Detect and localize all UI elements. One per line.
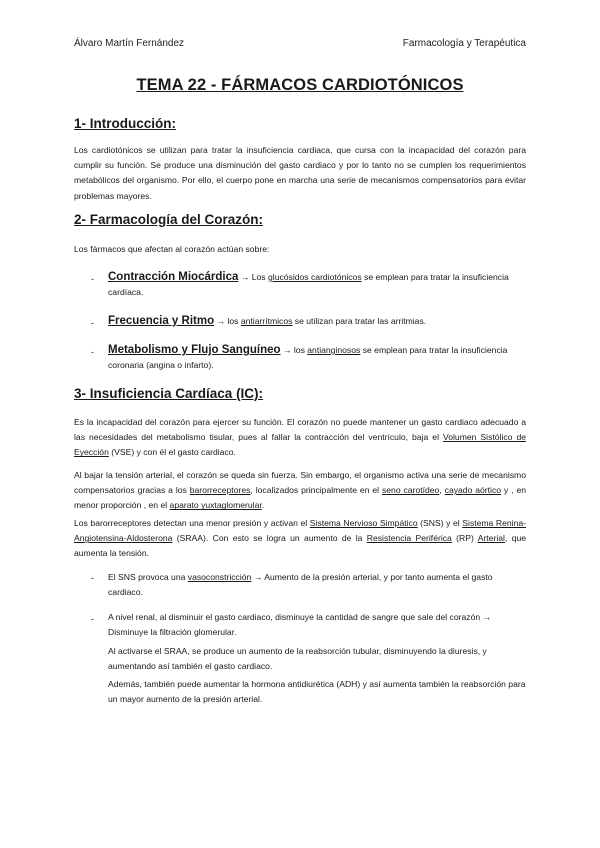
header-author: Álvaro Martín Fernández [74, 38, 185, 49]
drug-class-link: antiarrítmicos [240, 316, 293, 326]
section-2-heading: 2- Farmacología del Corazón: [74, 212, 264, 227]
section-3-paragraph-3: Los barorreceptores detectan una menor presión y activan el Sistema Nervioso Simpático (SNS) y el Sistema Renina-Angiotensina-Aldosterona (SRAA). Con esto se logra un aumento de la Resistencia Periférica (RP) Arterial, que aumenta la tensión. [74, 518, 527, 559]
bullet-marker: - [91, 573, 94, 583]
section-3-paragraph-1: Es la incapacidad del corazón para ejercer su función. El corazón no puede mantener un gasto cardiaco adecuado a las necesidades del metabolismo tisular, pues al fallar la contracción del ventrículo, baja el Volumen Sistólico de Eyección (VSE) y con él el gasto cardiaco. [74, 417, 526, 458]
bullet-marker: - [91, 614, 94, 624]
sub-paragraph-2: Además, también puede aumentar la hormona antidiurética (ADH) y así aumenta también la reabsorción para un mayor aumento de la presión arterial. [108, 679, 526, 705]
list-item: Metabolismo y Flujo Sanguíneo → los antianginosos se emplean para tratar la insuficiencia coronaria (angina o infarto). [108, 344, 508, 371]
list-item-keyword: Contracción Miocárdica [108, 271, 239, 283]
list-item: Contracción Miocárdica → Los glucósidos cardiotónicos se emplean para tratar la insuficiencia cardíaca. [108, 271, 509, 298]
list-item-keyword: Metabolismo y Flujo Sanguíneo [108, 344, 281, 356]
section-3-paragraph-2: Al bajar la tensión arterial, el corazón se queda sin fuerza. Sin embargo, el organismo activa una serie de mecanismo compensatorios gracias a los barorreceptores, localizados principalmente en el seno carotídeo, cayado aórtico y , en menor proporción , en el aparato yuxtaglomerular. [74, 470, 527, 511]
section-1-heading: 1- Introducción: [74, 116, 176, 131]
list-item-keyword: Frecuencia y Ritmo [108, 315, 215, 327]
page-title: TEMA 22 - FÁRMACOS CARDIOTÓNICOS [136, 76, 464, 94]
list-item: El SNS provoca una vasoconstricción → Aumento de la presión arterial, y por tanto aumenta el gasto cardiaco. [108, 572, 493, 598]
drug-class-link: antianginosos [307, 345, 361, 355]
list-item: Frecuencia y Ritmo → los antiarrítmicos se utilizan para tratar las arritmias. [108, 315, 427, 327]
section-1-paragraph: Los cardiotónicos se utilizan para tratar la insuficiencia cardiaca, que cursa con la incapacidad del corazón para cumplir su función. Se produce una disminución del gasto cardiaco y por lo tanto no se cumplen los requerimientos metabólicos del organismo. Por ello, el cuerpo pone en marcha una serie de mecanismos compensatorios para evitar problemas mayores. [74, 145, 526, 201]
drug-class-link: glucósidos cardiotónicos [268, 272, 362, 282]
list-item: A nivel renal, al disminuir el gasto cardiaco, disminuye la cantidad de sangre que sale del corazón → Disminuye la filtración glomerular. [108, 612, 492, 638]
header-subject: Farmacología y Terapéutica [402, 38, 526, 49]
bullet-marker: - [91, 274, 94, 284]
section-2-intro: Los fármacos que afectan al corazón actúan sobre: [74, 244, 270, 254]
section-3-heading: 3- Insuficiencia Cardíaca (IC): [74, 386, 264, 401]
bullet-marker: - [91, 318, 94, 328]
bullet-marker: - [91, 347, 94, 357]
sub-paragraph-1: Al activarse el SRAA, se produce un aumento de la reabsorción tubular, disminuyendo la diuresis, y aumentando así también el gasto cardiaco. [108, 646, 487, 672]
